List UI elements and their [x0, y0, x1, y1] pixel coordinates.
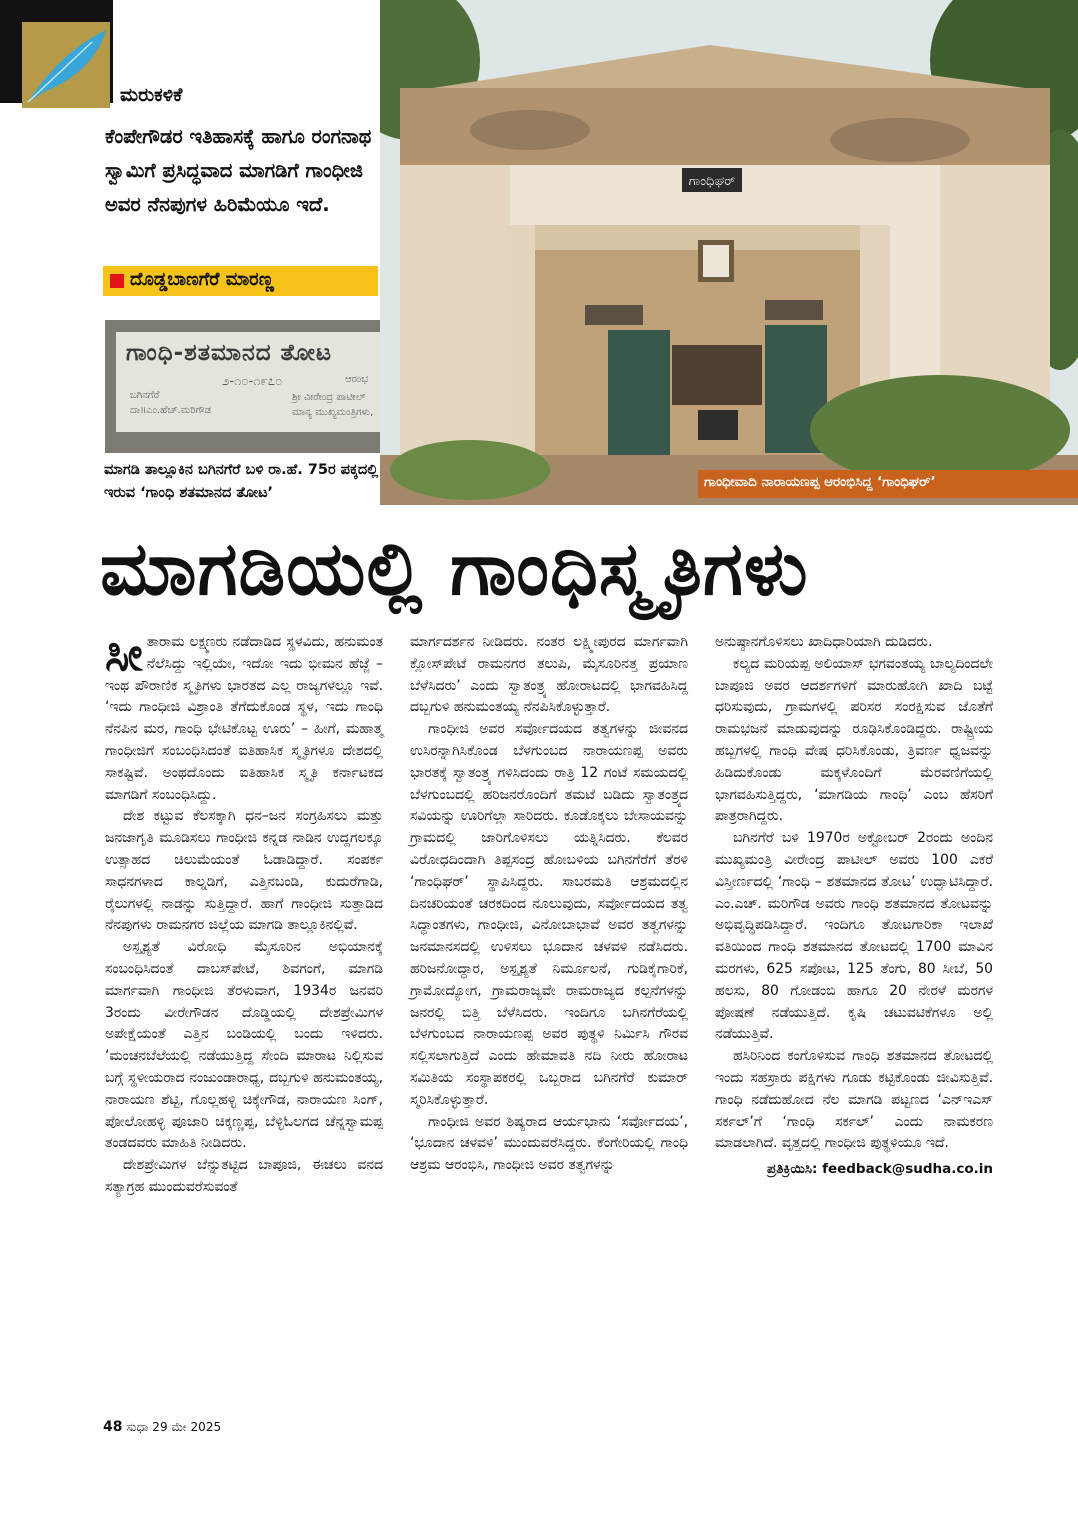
- plaque-right-line: ಮಾನ್ಯ ಮುಖ್ಯಮಂತ್ರಿಗಳು,: [292, 407, 374, 418]
- author-name: ದೊಡ್ಡಬಾಣಗೆರೆ ಮಾರಣ್ಣ: [130, 269, 275, 290]
- page-number: 48: [103, 1419, 123, 1435]
- paragraph: ತಾರಾಮ ಲಕ್ಷ್ಮಣರು ನಡೆದಾಡಿದ ಸ್ಥಳವಿದು, ಹನುಮಂತ ನೆಲೆಸಿದ್ದು ಇಲ್ಲಿಯೇ, ಇದೋ ಇದು ಭೀಮನ ಹೆಜ್ಜೆ – ಇಂಥ ಪೌರಾಣಿಕ ಸ್ಮೃತಿಗಳು ಭಾರತದ ಎಲ್ಲ ರಾಜ್ಯಗಳಲ್ಲೂ ಇವೆ. ‘ಇದು ಗಾಂಧೀಜಿ ವಿಶ್ರಾಂತಿ ತೆಗೆದುಕೊಂಡ ಸ್ಥಳ, ಇದು ಗಾಂಧಿ ನೆನಪಿನ ಮರ, ಗಾಂಧಿ ಭೇಟಿಕೊಟ್ಟ ಊರು’ – ಹೀಗೆ, ಮಹಾತ್ಮ ಗಾಂಧೀಜಿಗೆ ಸಂಬಂಧಿಸಿದಂತೆ ಐತಿಹಾಸಿಕ ಸ್ಮೃತಿಗಳೂ ದೇಶದಲ್ಲಿ ಸಾಕಷ್ಟಿವೆ. ಅಂಥದೊಂದು ಐತಿಹಾಸಿಕ ಸ್ಮೃತಿ ಕರ್ನಾಟಕದ ಮಾಗಡಿಗೆ ಸಂಬಂಧಿಸಿದ್ದು.: [105, 634, 383, 803]
- paragraph: ಅನುಷ್ಠಾನಗೊಳಿಸಲು ಖಾದಿಧಾರಿಯಾಗಿ ದುಡಿದರು.: [715, 634, 933, 650]
- plaque-right-line: ಆರಂಭ: [345, 374, 369, 385]
- magazine-date: ಸುಧಾ 29 ಮೇ 2025: [126, 1420, 222, 1434]
- paragraph: ಹಸಿರಿನಿಂದ ಕಂಗೊಳಿಸುವ ಗಾಂಧಿ ಶತಮಾನದ ತೋಟದಲ್ಲಿ ಇಂದು ಸಹಸ್ರಾರು ಪಕ್ಷಿಗಳು ಗೂಡು ಕಟ್ಟಿಕೊಂಡು ಜೀವಿಸುತ್ತಿವೆ. ಗಾಂಧಿ ನಡೆದುಹೋದ ನೆಲ ಮಾಗಡಿ ಪಟ್ಟಣದ ‘ಎನ್‌ಇಎಸ್ ಸರ್ಕಲ್’ಗೆ ‘ಗಾಂಧಿ ಸರ್ಕಲ್’ ಎಂದು ನಾಮಕರಣ ಮಾಡಲಾಗಿದೆ. ವೃತ್ತದಲ್ಲಿ ಗಾಂಧೀಜಿ ಪುತ್ಥಳಿಯೂ ಇದೆ.: [715, 1048, 993, 1152]
- article-column-2: [410, 632, 688, 1177]
- plaque-title: ಗಾಂಧಿ-ಶತಮಾನದ ತೋಟ: [126, 340, 333, 366]
- paragraph: ಬಗಿನಗೆರೆ ಬಳಿ 1970ರ ಅಕ್ಟೋಬರ್ 2ರಂದು ಅಂದಿನ ಮುಖ್ಯಮಂತ್ರಿ ವೀರೇಂದ್ರ ಪಾಟೀಲ್ ಅವರು 100 ಎಕರೆ ವಿಸ್ತೀರ್ಣದಲ್ಲಿ ‘ಗಾಂಧಿ – ಶತಮಾನದ ತೋಟ’ ಉದ್ಘಾಟಿಸಿದ್ದಾರೆ. ಎಂ.ಎಚ್. ಮರಿಗೌಡ ಅವರು ಗಾಂಧಿ ಶತಮಾನದ ತೋಟವನ್ನು ಅಭಿವೃದ್ಧಿಪಡಿಸಿದ್ದಾರೆ. ಇಂದಿಗೂ ತೋಟಗಾರಿಕಾ ಇಲಾಖೆ ವತಿಯಿಂದ ಗಾಂಧಿ ಶತಮಾನದ ತೋಟದಲ್ಲಿ 1700 ಮಾವಿನ ಮರಗಳು, 625 ಸಪೋಟ, 125 ತೆಂಗು, 80 ಸೀಬೆ, 50 ಹಲಸು, 80 ಗೋಡಂಬಿ ಹಾಗೂ 20 ನೇರಳೆ ಮರಗಳ ಪೋಷಣೆ ನಡೆಯುತ್ತಿದೆ. ಕೃಷಿ ಚಟುವಟಿಕೆಗಳೂ ಅಲ್ಲಿ ನಡೆಯುತ್ತಿವೆ.: [715, 830, 993, 1043]
- building-sign: ಗಾಂಧಿಘರ್: [688, 174, 736, 189]
- plaque-right-line: ಶ್ರೀ ವೀರೇಂದ್ರ ಪಾಟೀಲ್: [292, 392, 366, 403]
- paragraph: ಕಲ್ಯದ ಮರಿಯಪ್ಪ ಅಲಿಯಾಸ್ ಭಗವಂತಯ್ಯ ಬಾಲ್ಯದಿಂದಲೇ ಬಾಪೂಜಿ ಅವರ ಆದರ್ಶಗಳಿಗೆ ಮಾರುಹೋಗಿ ಖಾದಿ ಬಟ್ಟೆ ಧರಿಸುವುದು, ಗ್ರಾಮಗಳಲ್ಲಿ ಪರಿಸರ ಸಂರಕ್ಷಿಸುವ ಜೊತೆಗೆ ರಾಮಭಜನೆ ಮಾಡುವುದನ್ನು ರೂಢಿಸಿಕೊಂಡಿದ್ದರು. ರಾಷ್ಟ್ರೀಯ ಹಬ್ಬಗಳಲ್ಲಿ ಗಾಂಧಿ ವೇಷ ಧರಿಸಿಕೊಂಡು, ತ್ರಿವರ್ಣ ಧ್ವಜವನ್ನು ಹಿಡಿದುಕೊಂಡು ಮಕ್ಕಳೊಂದಿಗೆ ಮೆರವಣಿಗೆಯಲ್ಲಿ ಭಾಗವಹಿಸುತ್ತಿದ್ದರು, ‘ಮಾಗಡಿಯ ಗಾಂಧಿ’ ಎಂಬ ಹೆಸರಿಗೆ ಪಾತ್ರರಾಗಿದ್ದರು.: [715, 655, 993, 825]
- plaque-caption: ಮಾಗಡಿ ತಾಲ್ಲೂಕಿನ ಬಗಿನಗೆರೆ ಬಳಿ ರಾ.ಹೆ. 75ರ ಪಕ್ಕದಲ್ಲಿ ಇರುವ ‘ಗಾಂಧಿ ಶತಮಾನದ ತೋಟ’: [104, 462, 379, 501]
- drop-cap: ಸೀ: [105, 627, 143, 681]
- author-marker: [110, 274, 124, 288]
- feedback-email[interactable]: ಪ್ರತಿಕ್ರಿಯಿಸಿ: feedback@sudha.co.in: [767, 1161, 993, 1178]
- plaque-left-line: ಬಗಿನಗೆರೆ: [130, 390, 160, 401]
- plaque-left-line: ದಾ॥ಎಂ.ಹೆಚ್.ಮರಿಗೌಡ: [130, 405, 211, 416]
- paragraph: ಮಾರ್ಗದರ್ಶನ ನೀಡಿದರು. ನಂತರ ಲಕ್ಷ್ಮೀಪುರದ ಮಾರ್ಗವಾಗಿ ಕ್ಲೋಸ್‌ಪೇಟೆ ರಾಮನಗರ ತಲುಪಿ, ಮೈಸೂರಿನತ್ತ ಪ್ರಯಾಣ ಬೆಳೆಸಿದರು’ ಎಂದು ಸ್ವಾತಂತ್ರ್ಯ ಹೋರಾಟದಲ್ಲಿ ಭಾಗವಹಿಸಿದ್ದ ದಬ್ಬಗುಳಿ ಹನುಮಂತಯ್ಯ ನೆನಪಿಸಿಕೊಳ್ಳುತ್ತಾರೆ.: [410, 634, 688, 716]
- page-footer: [103, 1419, 221, 1435]
- intro-text: ಕೆಂಪೇಗೌಡರ ಇತಿಹಾಸಕ್ಕೆ ಹಾಗೂ ರಂಗನಾಥ ಸ್ವಾಮಿಗೆ ಪ್ರಸಿದ್ಧವಾದ ಮಾಗಡಿಗೆ ಗಾಂಧೀಜಿ ಅವರ ನೆನಪುಗಳ ಹಿರಿಮೆಯೂ ಇದೆ.: [105, 125, 372, 216]
- paragraph: ದೇಶಪ್ರೇಮಿಗಳ ಬೆನ್ನುತಟ್ಟಿದ ಬಾಪೂಜಿ, ಈಚಲು ವನದ ಸತ್ಯಾಗ್ರಹ ಮುಂದುವರೆಸುವಂತೆ: [105, 1157, 383, 1195]
- headline: ಮಾಗಡಿಯಲ್ಲಿ ಗಾಂಧಿಸ್ಮೃತಿಗಳು: [100, 526, 809, 612]
- section-label: ಮರುಕಳಿಕೆ: [120, 84, 183, 106]
- building-photo: [380, 0, 1078, 505]
- paragraph: ಅಸ್ಪೃಶ್ಯತೆ ವಿರೋಧಿ ಮೈಸೂರಿನ ಅಭಿಯಾನಕ್ಕೆ ಸಂಬಂಧಿಸಿದಂತೆ ದಾಬಸ್‌ಪೇಟೆ, ಶಿವಗಂಗೆ, ಮಾಗಡಿ ಮಾರ್ಗವಾಗಿ ಗಾಂಧೀಜಿ ತೆರಳುವಾಗ, 1934ರ ಜನವರಿ 3ರಂದು ವೀರೇಗೌಡನ ದೊಡ್ಡಿಯಲ್ಲಿ ದೇಶಪ್ರೇಮಿಗಳ ಅಪೇಕ್ಷೆಯಂತೆ ಎತ್ತಿನ ಬಂಡಿಯಲ್ಲಿ ಬಂದು ಇಳಿದರು. ‘ಮಂಚನಬೆಲೆಯಲ್ಲಿ ನಡೆಯುತ್ತಿದ್ದ ಸೇಂದಿ ಮಾರಾಟ ನಿಲ್ಲಿಸುವ ಬಗ್ಗೆ ಸ್ಥಳೀಯರಾದ ನಂಜುಂಡಾರಾಧ್ಯ, ದಬ್ಬಗುಳಿ ಹನುಮಂತಯ್ಯ, ನಾರಾಯಣ ಶೆಟ್ಟಿ, ಗೊಲ್ಲಹಳ್ಳಿ ಚಿಕ್ಕೇಗೌಡ, ನಾರಾಯಣ ಸಿಂಗ್, ಪೋಲೋಹಳ್ಳಿ ಪೂಜಾರಿ ಚಿಕ್ಕಣ್ಣಪ್ಪ, ಬೆಳ್ಳಿಓಲಗದ ಚೆನ್ನಸ್ವಾಮಪ್ಪ ತಂಡದವರು ಮಾಹಿತಿ ನೀಡಿದರು.: [105, 939, 383, 1152]
- photo-caption: ಗಾಂಧೀವಾದಿ ನಾರಾಯಣಪ್ಪ ಆರಂಭಿಸಿದ್ದ ‘ಗಾಂಧಿಘರ್’: [704, 474, 936, 490]
- plaque-date: ೨-೧೦-೧೯೭೦: [222, 374, 283, 389]
- article-column-3: [715, 632, 993, 1181]
- paragraph: ದೇಶ ಕಟ್ಟುವ ಕೆಲಸಕ್ಕಾಗಿ ಧನ–ಜನ ಸಂಗ್ರಹಿಸಲು ಮತ್ತು ಜನಜಾಗೃತಿ ಮೂಡಿಸಲು ಗಾಂಧೀಜಿ ಕನ್ನಡ ನಾಡಿನ ಉದ್ದಗಲಕ್ಕೂ ಉತ್ಸಾಹದ ಚಿಲುಮೆಯಂತೆ ಓಡಾಡಿದ್ದಾರೆ. ಸಂಪರ್ಕ ಸಾಧನಗಳಾದ ಕಾಲ್ನಡಿಗೆ, ಎತ್ತಿನಬಂಡಿ, ಕುದುರೆಗಾಡಿ, ರೈಲುಗಳಲ್ಲಿ ನಾಡನ್ನು ಸುತ್ತಿದ್ದಾರೆ. ಹಾಗೆ ಗಾಂಧೀಜಿ ಸುತ್ತಾಡಿದ ನೆನಪುಗಳು ರಾಮನಗರ ಜಿಲ್ಲೆಯ ಮಾಗಡಿ ತಾಲ್ಲೂಕಿನಲ್ಲಿವೆ.: [105, 808, 383, 934]
- article-column-1: [105, 627, 383, 1199]
- paragraph: ಗಾಂಧೀಜಿ ಅವರ ಸರ್ವೋದಯದ ತತ್ವಗಳನ್ನು ಜೀವನದ ಉಸಿರನ್ನಾಗಿಸಿಕೊಂಡ ಬೆಳಗುಂಬದ ನಾರಾಯಣಪ್ಪ ಅವರು ಭಾರತಕ್ಕೆ ಸ್ವಾತಂತ್ರ್ಯ ಗಳಿಸಿದಂದು ರಾತ್ರಿ 12 ಗಂಟೆ ಸಮಯದಲ್ಲಿ ಬೆಳಗುಂಬದಲ್ಲಿ ಹರಿಜನರೊಂದಿಗೆ ತಮಟೆ ಬಡಿದು ಸ್ವಾತಂತ್ರ್ಯದ ಸವಿಯನ್ನು ಊರಿಗೆಲ್ಲಾ ಸಾರಿದರು. ಕೂಡೊಕ್ಕಲು ಬೇಸಾಯವನ್ನು ಗ್ರಾಮದಲ್ಲಿ ಜಾರಿಗೊಳಿಸಲು ಯತ್ನಿಸಿದರು. ಕೆಲವರ ವಿರೋಧದಿಂದಾಗಿ ತಿಪ್ಪಸಂದ್ರ ಹೋಬಳಿಯ ಬಗಿನಗೆರೆಗೆ ತೆರಳಿ ‘ಗಾಂಧಿಘರ್’ ಸ್ಥಾಪಿಸಿದ್ದರು. ಸಾಬರಮತಿ ಆಶ್ರಮದಲ್ಲಿನ ದಿನಚರಿಯಂತೆ ಚರಕದಿಂದ ನೂಲುವುದು, ಸರ್ವೋದಯದ ತತ್ವ ಸಿದ್ಧಾಂತಗಳು, ಗಾಂಧೀಜಿ, ವಿನೋಬಾಭಾವೆ ಅವರ ತತ್ವಗಳನ್ನು ಜನಮಾನಸದಲ್ಲಿ ಉಳಿಸಲು ಭೂದಾನ ಚಳವಳಿ ನಡೆಸಿದರು. ಹರಿಜನೋದ್ಧಾರ, ಅಸ್ಪೃಶ್ಯತೆ ನಿರ್ಮೂಲನೆ, ಗುಡಿಕೈಗಾರಿಕೆ, ಗ್ರಾಮೋದ್ಯೋಗ, ಗ್ರಾಮರಾಜ್ಯವೇ ರಾಮರಾಜ್ಯದ ಕಲ್ಪನೆಗಳನ್ನು ಜನರಲ್ಲಿ ಬಿತ್ತಿ ಬೆಳೆಸಿದರು. ಇಂದಿಗೂ ಬಗಿನಗೆರೆಯಲ್ಲಿ ಬೆಳಗುಂಬದ ನಾರಾಯಣಪ್ಪ ಅವರ ಪುತ್ಥಳಿ ನಿರ್ಮಿಸಿ ಗೌರವ ಸಲ್ಲಿಸಲಾಗುತ್ತಿದೆ ಎಂದು ಹೇಮಾವತಿ ನದಿ ನೀರು ಹೋರಾಟ ಸಮಿತಿಯ ಸಂಸ್ಥಾಪಕರಲ್ಲಿ ಒಬ್ಬರಾದ ಬಗಿನಗೆರೆ ಕುಮಾರ್ ಸ್ಮರಿಸಿಕೊಳ್ಳುತ್ತಾರೆ.: [410, 721, 688, 1108]
- paragraph: ಗಾಂಧೀಜಿ ಅವರ ಶಿಷ್ಯರಾದ ಆರ್ಯಭಾನು ‘ಸರ್ವೋದಯ’, ‘ಭೂದಾನ ಚಳವಳಿ’ ಮುಂದುವರೆಸಿದ್ದರು. ಕೆಂಗೇರಿಯಲ್ಲಿ ಗಾಂಧಿ ಆಶ್ರಮ ಆರಂಭಿಸಿ, ಗಾಂಧೀಜಿ ಅವರ ತತ್ವಗಳನ್ನು: [410, 1113, 688, 1174]
- feather-icon: [22, 22, 110, 108]
